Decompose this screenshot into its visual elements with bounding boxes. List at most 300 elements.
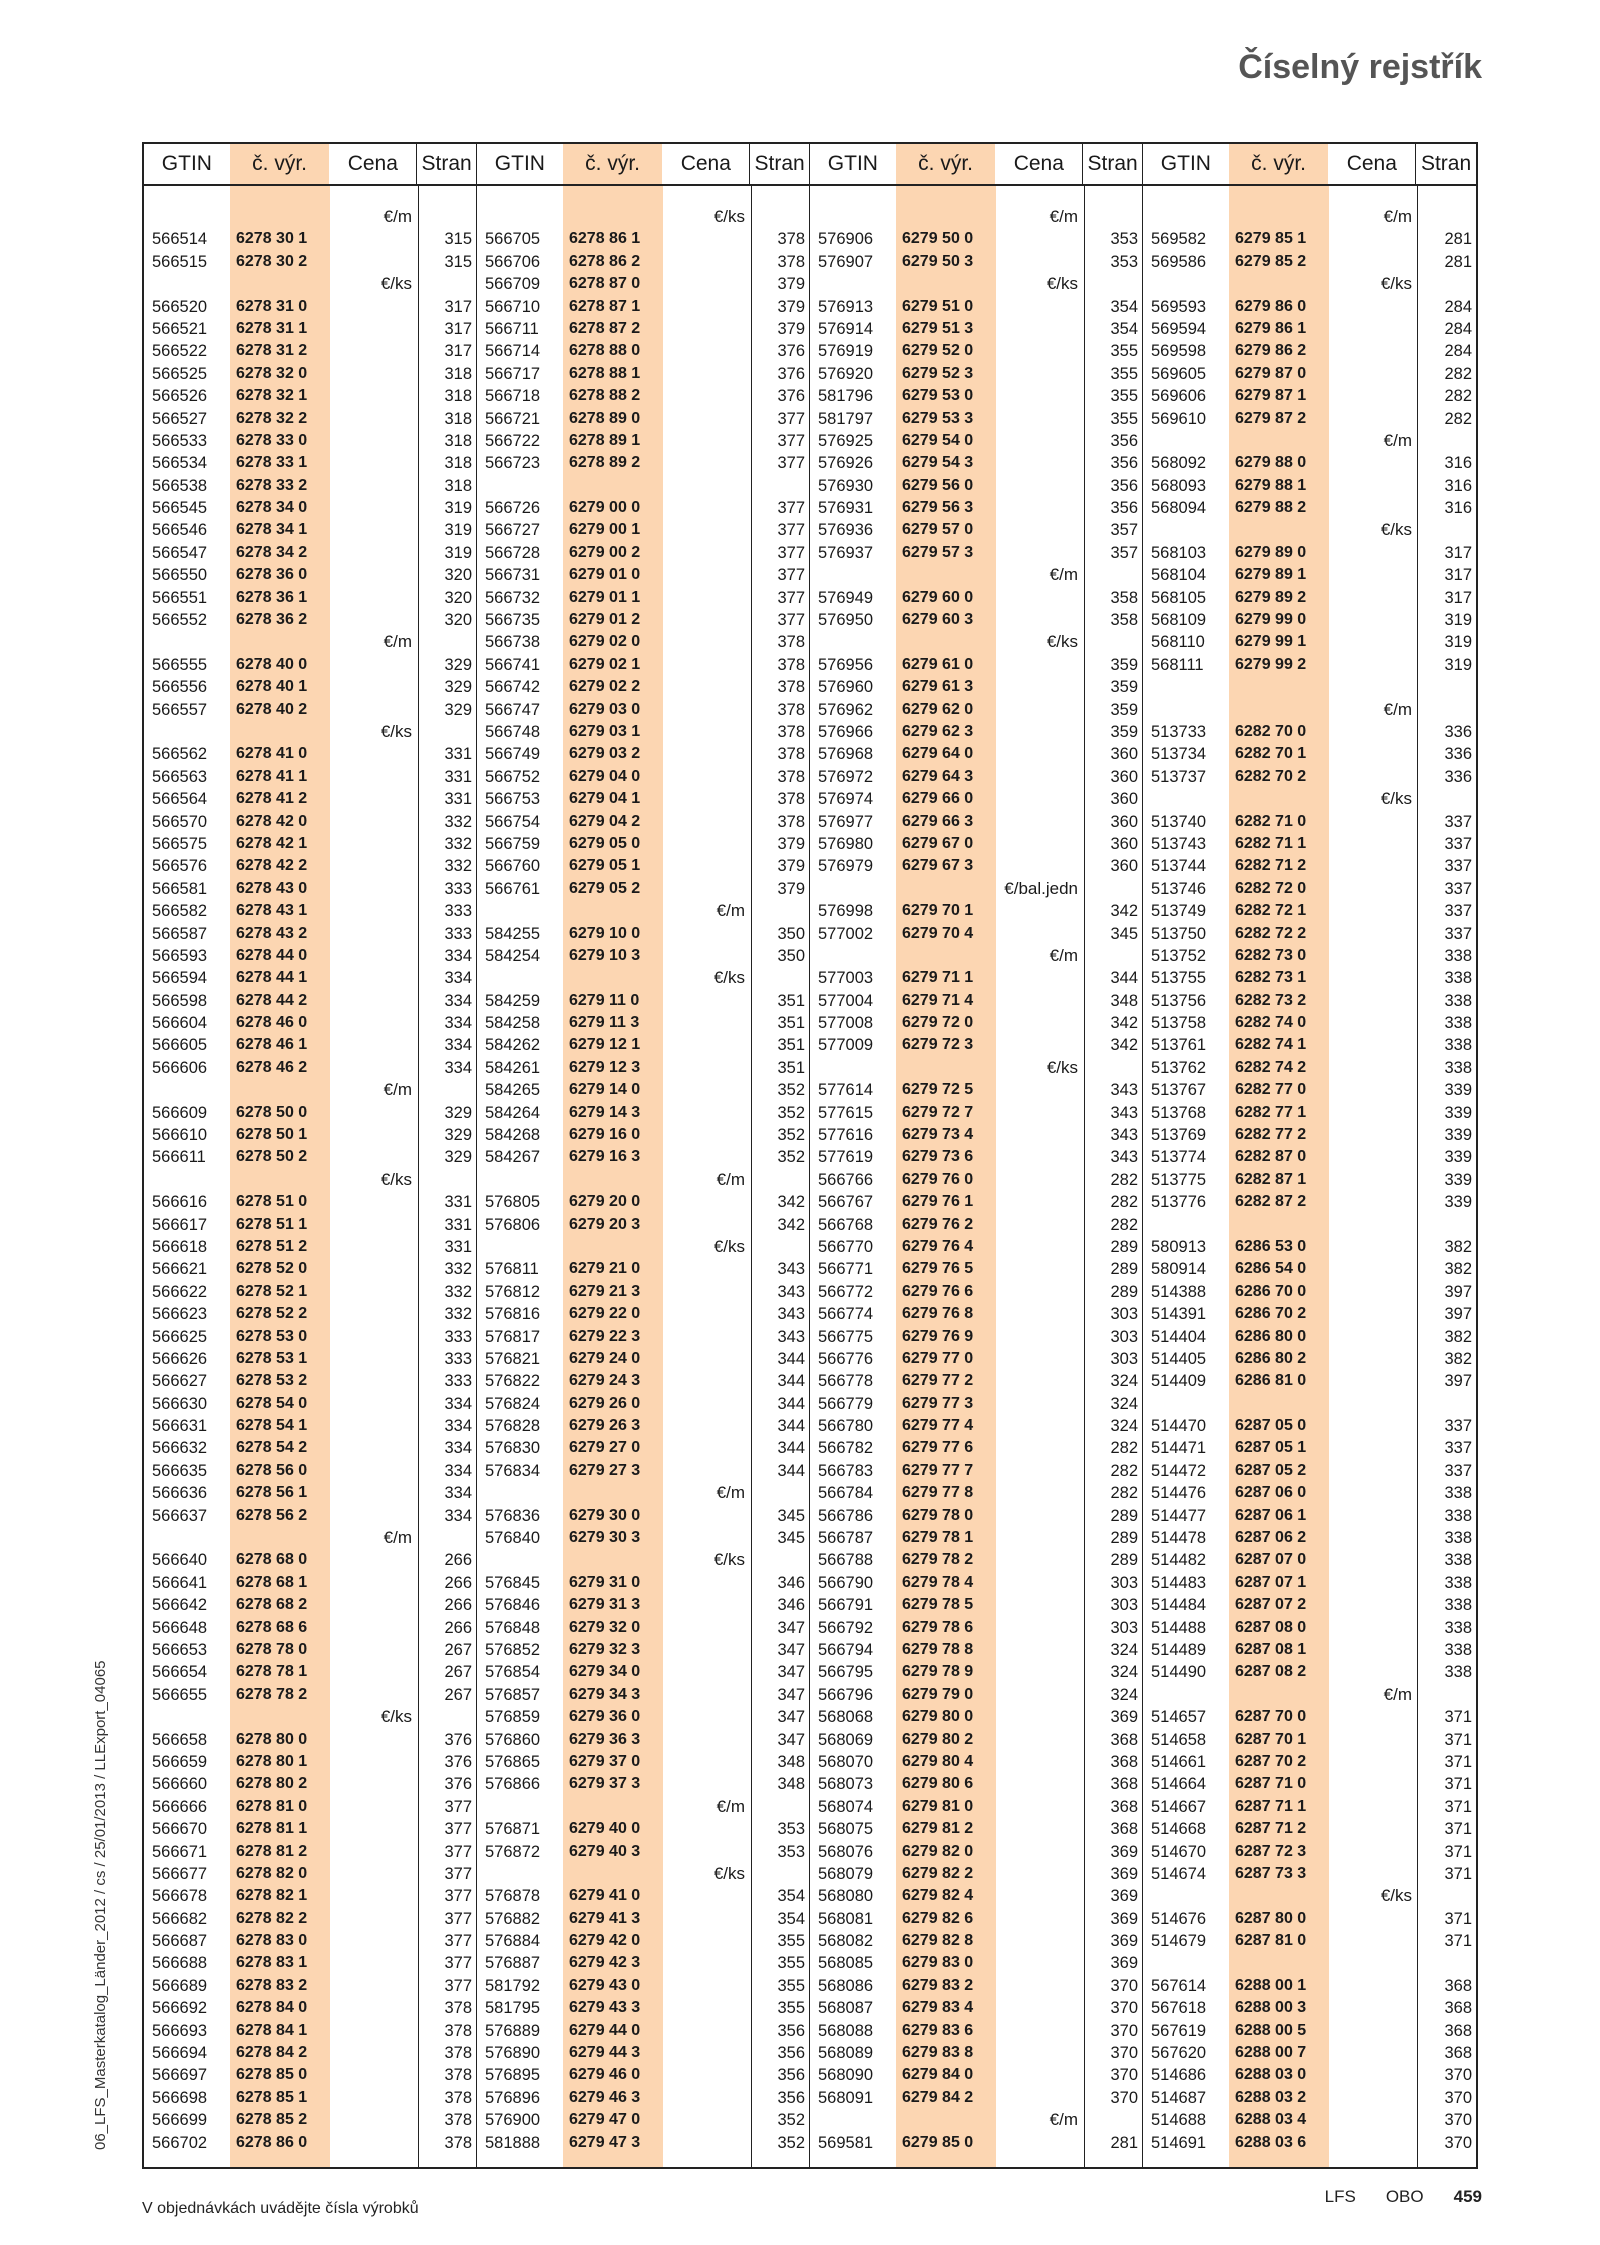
- gtin-cell: 566714: [485, 342, 541, 361]
- gtin-cell: 576884: [485, 1932, 541, 1951]
- article-number-cell: 6282 72 2: [1235, 924, 1307, 942]
- gtin-cell: 566520: [152, 297, 208, 316]
- page-cell: 317: [1444, 588, 1472, 607]
- price-unit-row: [810, 631, 1142, 653]
- table-row: [477, 1527, 809, 1549]
- table-row: [1143, 1191, 1476, 1213]
- article-number-cell: 6278 43 0: [236, 879, 308, 897]
- table-row: [1143, 1348, 1476, 1370]
- table-row: [810, 1796, 1142, 1818]
- gtin-cell: 584258: [485, 1014, 541, 1033]
- article-number-cell: 6279 99 0: [1235, 611, 1307, 629]
- page-cell: 332: [444, 834, 472, 853]
- table-row: [810, 452, 1142, 474]
- table-row: [810, 475, 1142, 497]
- page-cell: 316: [1444, 499, 1472, 518]
- page-cell: 382: [1444, 1237, 1472, 1256]
- article-number-cell: 6279 60 0: [902, 588, 974, 606]
- table-row: [477, 1952, 809, 1974]
- page-cell: 371: [1444, 1797, 1472, 1816]
- page-cell: 331: [444, 1215, 472, 1234]
- table-row: [144, 497, 476, 519]
- gtin-cell: 568086: [818, 1976, 874, 1995]
- table-row: [144, 1572, 476, 1594]
- gtin-cell: 568069: [818, 1730, 874, 1749]
- page-cell: 284: [1444, 342, 1472, 361]
- page-cell: 318: [444, 454, 472, 473]
- price-unit-row: [1143, 1393, 1476, 1415]
- page-cell: 338: [1444, 1484, 1472, 1503]
- page-cell: 337: [1444, 834, 1472, 853]
- article-number-cell: 6279 37 0: [569, 1752, 641, 1770]
- page-cell: 282: [1110, 1170, 1138, 1189]
- table-row: [1143, 1930, 1476, 1952]
- page-cell: 378: [444, 2021, 472, 2040]
- article-number-cell: 6278 68 6: [236, 1618, 308, 1636]
- page-cell: 351: [777, 1014, 805, 1033]
- page-cell: 370: [1110, 2088, 1138, 2107]
- table-row: [1143, 475, 1476, 497]
- page-cell: 317: [1444, 543, 1472, 562]
- price-unit-cell: €/m: [716, 901, 745, 921]
- table-row: [144, 2064, 476, 2086]
- gtin-cell: 577002: [818, 924, 874, 943]
- table-row: [477, 1661, 809, 1683]
- page-cell: 369: [1110, 1887, 1138, 1906]
- article-number-cell: 6279 27 0: [569, 1439, 641, 1457]
- price-unit-cell: €/m: [716, 1796, 745, 1816]
- article-number-cell: 6287 05 0: [1235, 1417, 1307, 1435]
- page-cell: 303: [1110, 1305, 1138, 1324]
- page-cell: 342: [777, 1193, 805, 1212]
- article-number-cell: 6278 84 1: [236, 2021, 308, 2039]
- article-number-cell: 6288 00 7: [1235, 2044, 1307, 2062]
- table-row: [144, 1751, 476, 1773]
- page-cell: 344: [1110, 969, 1138, 988]
- article-number-cell: 6278 53 1: [236, 1349, 308, 1367]
- article-number-cell: 6279 02 2: [569, 678, 641, 696]
- price-unit-cell: €/m: [1049, 945, 1078, 965]
- price-unit-row: [477, 1482, 809, 1504]
- table-row: [810, 587, 1142, 609]
- gtin-cell: 576925: [818, 431, 874, 450]
- gtin-cell: 566767: [818, 1193, 874, 1212]
- page-cell: 357: [1110, 543, 1138, 562]
- article-number-cell: 6282 70 1: [1235, 745, 1307, 763]
- article-number-cell: 6279 01 2: [569, 611, 641, 629]
- table-row: [477, 1841, 809, 1863]
- gtin-cell: 566598: [152, 991, 208, 1010]
- table-row: [1143, 2042, 1476, 2064]
- table-row: [1143, 1863, 1476, 1885]
- gtin-cell: 576930: [818, 476, 874, 495]
- column-header: Cena: [1328, 144, 1416, 184]
- article-number-cell: 6288 03 0: [1235, 2066, 1307, 2084]
- gtin-cell: 576937: [818, 543, 874, 562]
- gtin-cell: 576865: [485, 1752, 541, 1771]
- table-row: [1143, 363, 1476, 385]
- gtin-cell: 566606: [152, 1058, 208, 1077]
- article-number-cell: 6278 43 2: [236, 924, 308, 942]
- table-row: [144, 318, 476, 340]
- page-cell: 303: [1110, 1596, 1138, 1615]
- article-number-cell: 6279 77 8: [902, 1484, 974, 1502]
- footer-note: V objednávkách uvádějte čísla výrobků: [142, 2200, 419, 2217]
- gtin-cell: 566635: [152, 1461, 208, 1480]
- table-row: [810, 1124, 1142, 1146]
- price-unit-row: [1143, 1214, 1476, 1236]
- page-cell: 282: [1110, 1193, 1138, 1212]
- page-cell: 358: [1110, 588, 1138, 607]
- table-row: [810, 497, 1142, 519]
- gtin-cell: 514476: [1151, 1484, 1207, 1503]
- gtin-cell: 566526: [152, 387, 208, 406]
- gtin-cell: 566653: [152, 1641, 208, 1659]
- gtin-cell: 566753: [485, 790, 541, 809]
- table-row: [1143, 900, 1476, 922]
- table-row: [144, 475, 476, 497]
- gtin-cell: 568068: [818, 1708, 874, 1727]
- price-unit-cell: €/ks: [1380, 1886, 1412, 1906]
- page-cell: 333: [444, 924, 472, 943]
- gtin-cell: 514657: [1151, 1708, 1207, 1727]
- table-row: [1143, 1706, 1476, 1728]
- article-number-cell: 6278 51 1: [236, 1215, 308, 1233]
- price-unit-row: [477, 1236, 809, 1258]
- page-cell: 333: [444, 902, 472, 921]
- gtin-cell: 577009: [818, 1036, 874, 1055]
- page-cell: 355: [777, 1999, 805, 2018]
- article-number-cell: 6278 68 2: [236, 1596, 308, 1614]
- article-number-cell: 6279 20 3: [569, 1215, 641, 1233]
- article-number-cell: 6288 03 4: [1235, 2111, 1307, 2129]
- price-unit-row: [810, 878, 1142, 900]
- gtin-cell: 514489: [1151, 1641, 1207, 1659]
- table-row: [144, 2020, 476, 2042]
- table-row: [810, 1997, 1142, 2019]
- gtin-cell: 566710: [485, 297, 541, 316]
- article-number-cell: 6278 85 2: [236, 2111, 308, 2129]
- article-number-cell: 6279 30 3: [569, 1529, 641, 1547]
- page-cell: 352: [777, 1103, 805, 1122]
- table-row: [477, 833, 809, 855]
- gtin-cell: 566697: [152, 2066, 208, 2085]
- gtin-cell: 566658: [152, 1730, 208, 1749]
- gtin-cell: 566760: [485, 857, 541, 876]
- table-row: [810, 430, 1142, 452]
- gtin-cell: 576834: [485, 1461, 541, 1480]
- article-number-cell: 6282 74 1: [1235, 1036, 1307, 1054]
- table-row: [477, 1057, 809, 1079]
- article-number-cell: 6278 68 0: [236, 1551, 308, 1569]
- gtin-cell: 566654: [152, 1663, 208, 1682]
- page-cell: 266: [444, 1551, 472, 1570]
- article-number-cell: 6279 36 3: [569, 1730, 641, 1748]
- price-unit-row: [144, 631, 476, 653]
- page-cell: 357: [1110, 521, 1138, 540]
- gtin-cell: 576907: [818, 252, 874, 271]
- gtin-cell: 576962: [818, 700, 874, 719]
- page-cell: 347: [777, 1685, 805, 1704]
- gtin-cell: 566605: [152, 1036, 208, 1055]
- article-number-cell: 6279 82 8: [902, 1932, 974, 1950]
- article-number-cell: 6287 07 0: [1235, 1551, 1307, 1569]
- table-row: [144, 1841, 476, 1863]
- price-unit-cell: €/ks: [713, 968, 745, 988]
- article-number-cell: 6278 44 1: [236, 969, 308, 987]
- table-row: [477, 1460, 809, 1482]
- article-number-cell: 6278 87 1: [569, 297, 641, 315]
- article-number-cell: 6287 08 1: [1235, 1641, 1307, 1658]
- table-row: [810, 363, 1142, 385]
- gtin-cell: 581792: [485, 1976, 541, 1995]
- gtin-cell: 584255: [485, 924, 541, 943]
- page-cell: 316: [1444, 454, 1472, 473]
- article-number-cell: 6278 78 0: [236, 1641, 308, 1658]
- gtin-cell: 568075: [818, 1820, 874, 1839]
- article-number-cell: 6282 70 2: [1235, 767, 1307, 785]
- price-unit-row: [810, 273, 1142, 295]
- article-number-cell: 6279 14 0: [569, 1081, 641, 1099]
- gtin-cell: 566556: [152, 678, 208, 697]
- page-cell: 282: [1110, 1215, 1138, 1234]
- gtin-cell: 584262: [485, 1036, 541, 1055]
- page-cell: 356: [1110, 431, 1138, 450]
- page-cell: 371: [1444, 1864, 1472, 1883]
- gtin-cell: 566796: [818, 1685, 874, 1704]
- article-number-cell: 6282 72 1: [1235, 902, 1307, 920]
- price-unit-row: [810, 2109, 1142, 2131]
- page-cell: 377: [777, 499, 805, 518]
- page-cell: 284: [1444, 319, 1472, 338]
- article-number-cell: 6279 31 3: [569, 1596, 641, 1614]
- table-row: [477, 1102, 809, 1124]
- page-cell: 333: [444, 1327, 472, 1346]
- gtin-cell: 568103: [1151, 543, 1207, 562]
- table-row: [810, 1975, 1142, 1997]
- gtin-cell: 566641: [152, 1573, 208, 1592]
- page-cell: 356: [777, 2088, 805, 2107]
- article-number-cell: 6279 88 1: [1235, 476, 1307, 494]
- page-cell: 338: [1444, 991, 1472, 1010]
- page-cell: 266: [444, 1573, 472, 1592]
- article-number-cell: 6287 08 0: [1235, 1618, 1307, 1636]
- table-row: [1143, 1572, 1476, 1594]
- article-number-cell: 6279 77 0: [902, 1349, 974, 1367]
- page-cell: 337: [1444, 812, 1472, 831]
- gtin-cell: 566617: [152, 1215, 208, 1234]
- page-cell: 370: [1444, 2088, 1472, 2107]
- table-row: [1143, 631, 1476, 653]
- gtin-cell: 566581: [152, 879, 208, 898]
- page-cell: 334: [444, 1506, 472, 1525]
- article-number-cell: 6278 86 1: [569, 230, 641, 248]
- page-cell: 338: [1444, 946, 1472, 965]
- price-unit-cell: €/ks: [1046, 1057, 1078, 1077]
- gtin-cell: 566717: [485, 364, 541, 383]
- gtin-cell: 566547: [152, 543, 208, 562]
- gtin-cell: 584264: [485, 1103, 541, 1122]
- table-row: [1143, 743, 1476, 765]
- gtin-cell: 566688: [152, 1954, 208, 1973]
- table-row: [1143, 1617, 1476, 1639]
- page-cell: 356: [777, 2044, 805, 2063]
- article-number-cell: 6278 51 0: [236, 1193, 308, 1211]
- gtin-cell: 580913: [1151, 1237, 1207, 1256]
- price-unit-row: [144, 1706, 476, 1728]
- gtin-cell: 566521: [152, 319, 208, 338]
- article-number-cell: 6279 27 3: [569, 1461, 641, 1479]
- page-cell: 319: [444, 543, 472, 562]
- page-cell: 377: [777, 454, 805, 473]
- article-number-cell: 6279 73 4: [902, 1126, 974, 1144]
- gtin-cell: 566627: [152, 1372, 208, 1391]
- table-row: [1143, 1505, 1476, 1527]
- gtin-cell: 576931: [818, 499, 874, 518]
- page-cell: 354: [777, 1909, 805, 1928]
- gtin-cell: 566768: [818, 1215, 874, 1234]
- page-cell: 334: [444, 1058, 472, 1077]
- article-number-cell: 6279 99 1: [1235, 633, 1307, 651]
- table-row: [477, 855, 809, 877]
- article-number-cell: 6282 74 2: [1235, 1058, 1307, 1076]
- article-number-cell: 6279 72 3: [902, 1036, 974, 1054]
- gtin-cell: 566622: [152, 1282, 208, 1301]
- article-number-cell: 6279 64 0: [902, 745, 974, 763]
- table-row: [1143, 833, 1476, 855]
- article-number-cell: 6279 03 2: [569, 745, 641, 763]
- article-number-cell: 6279 82 2: [902, 1864, 974, 1882]
- page-cell: 289: [1110, 1260, 1138, 1279]
- article-number-cell: 6279 21 3: [569, 1282, 641, 1300]
- price-unit-cell: €/ks: [380, 1707, 412, 1727]
- article-number-cell: 6282 73 0: [1235, 946, 1307, 964]
- article-number-cell: 6279 82 6: [902, 1909, 974, 1927]
- table-row: [477, 990, 809, 1012]
- gtin-cell: 513756: [1151, 991, 1207, 1010]
- article-number-cell: 6279 05 1: [569, 857, 641, 875]
- gtin-cell: 576846: [485, 1596, 541, 1615]
- article-number-cell: 6278 52 0: [236, 1260, 308, 1278]
- table-row: [1143, 228, 1476, 250]
- gtin-cell: 576998: [818, 902, 874, 921]
- page-cell: 318: [444, 387, 472, 406]
- gtin-cell: 514477: [1151, 1506, 1207, 1525]
- gtin-cell: 566582: [152, 902, 208, 921]
- article-number-cell: 6279 61 3: [902, 678, 974, 696]
- page-cell: 333: [444, 1372, 472, 1391]
- page-cell: 348: [777, 1775, 805, 1794]
- article-number-cell: 6278 56 0: [236, 1461, 308, 1479]
- gtin-cell: 514687: [1151, 2088, 1207, 2107]
- article-number-cell: 6278 41 0: [236, 745, 308, 763]
- gtin-cell: 577003: [818, 969, 874, 988]
- page-cell: 371: [1444, 1842, 1472, 1861]
- page-cell: 370: [1110, 2044, 1138, 2063]
- page-cell: 282: [1444, 387, 1472, 406]
- article-number-cell: 6287 71 2: [1235, 1820, 1307, 1838]
- article-number-cell: 6278 80 0: [236, 1730, 308, 1748]
- gtin-cell: 566687: [152, 1932, 208, 1951]
- page-cell: 353: [1110, 252, 1138, 271]
- table-row: [477, 363, 809, 385]
- price-unit-cell: €/m: [1049, 2110, 1078, 2130]
- page-cell: 337: [1444, 1417, 1472, 1436]
- article-number-cell: 6278 40 0: [236, 655, 308, 673]
- gtin-cell: 566631: [152, 1417, 208, 1436]
- article-number-cell: 6279 83 0: [902, 1954, 974, 1972]
- page-cell: 303: [1110, 1573, 1138, 1592]
- page-cell: 376: [444, 1730, 472, 1749]
- table-row: [1143, 452, 1476, 474]
- article-number-cell: 6278 36 2: [236, 611, 308, 629]
- table-row: [1143, 945, 1476, 967]
- table-row: [810, 1012, 1142, 1034]
- article-number-cell: 6279 77 4: [902, 1417, 974, 1435]
- article-number-cell: 6278 42 0: [236, 812, 308, 830]
- gtin-cell: 577616: [818, 1126, 874, 1145]
- page-cell: 319: [444, 499, 472, 518]
- gtin-cell: 566555: [152, 655, 208, 674]
- table-row: [810, 2042, 1142, 2064]
- gtin-cell: 566727: [485, 521, 541, 540]
- gtin-cell: 566593: [152, 946, 208, 965]
- page-cell: 352: [777, 1126, 805, 1145]
- page-cell: 371: [1444, 1752, 1472, 1771]
- price-unit-row: [1143, 206, 1476, 228]
- page-cell: 377: [777, 543, 805, 562]
- page-cell: 379: [777, 857, 805, 876]
- gtin-cell: 566626: [152, 1349, 208, 1368]
- page-cell: 344: [777, 1349, 805, 1368]
- article-number-cell: 6279 24 3: [569, 1372, 641, 1390]
- table-row: [1143, 318, 1476, 340]
- table-row: [1143, 721, 1476, 743]
- price-unit-cell: €/m: [383, 207, 412, 226]
- page-cell: 351: [777, 1058, 805, 1077]
- gtin-cell: 514391: [1151, 1305, 1207, 1324]
- article-number-cell: 6279 52 0: [902, 342, 974, 360]
- table-row: [477, 1415, 809, 1437]
- gtin-cell: 581888: [485, 2133, 541, 2152]
- article-number-cell: 6279 87 1: [1235, 387, 1307, 405]
- gtin-cell: 576857: [485, 1685, 541, 1704]
- page-cell: 352: [777, 2111, 805, 2130]
- table-row: [477, 1729, 809, 1751]
- article-number-cell: 6279 22 0: [569, 1305, 641, 1323]
- table-row: [144, 1214, 476, 1236]
- gtin-cell: 566640: [152, 1551, 208, 1570]
- article-number-cell: 6286 81 0: [1235, 1372, 1307, 1390]
- price-unit-row: [144, 1079, 476, 1101]
- table-row: [477, 945, 809, 967]
- article-number-cell: 6279 02 0: [569, 633, 641, 651]
- table-row: [477, 1997, 809, 2019]
- gtin-cell: 566575: [152, 834, 208, 853]
- article-number-cell: 6278 50 2: [236, 1148, 308, 1166]
- table-row: [810, 1482, 1142, 1504]
- article-number-cell: 6279 89 1: [1235, 566, 1307, 584]
- table-row: [477, 1437, 809, 1459]
- gtin-cell: 576822: [485, 1372, 541, 1391]
- page-cell: 289: [1110, 1282, 1138, 1301]
- gtin-cell: 566609: [152, 1103, 208, 1122]
- price-unit-row: [1143, 519, 1476, 541]
- gtin-cell: 566747: [485, 700, 541, 719]
- price-unit-row: [810, 1057, 1142, 1079]
- article-number-cell: 6278 53 2: [236, 1372, 308, 1390]
- gtin-cell: 514691: [1151, 2133, 1207, 2152]
